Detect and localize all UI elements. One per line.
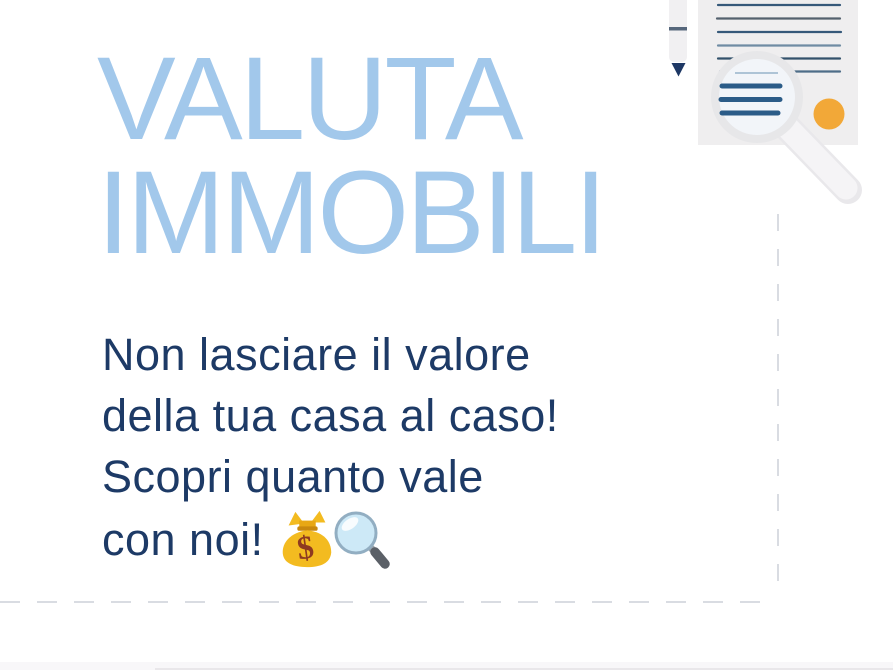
banner-message — [102, 324, 559, 571]
title-line-2: IMMOBILI — [97, 147, 605, 279]
orange-dot — [814, 99, 845, 130]
message-line-1: Non lasciare il valore — [102, 329, 531, 380]
dashed-frame-horizontal — [0, 601, 772, 603]
svg-text:$: $ — [294, 529, 317, 568]
message-line-2: della tua casa al caso! — [102, 390, 559, 441]
title-line-1: VALUTA — [97, 33, 521, 165]
banner-title — [97, 33, 605, 279]
magnifying-glass-emoji — [330, 507, 394, 571]
pencil-icon — [669, 0, 687, 77]
message-line-3: Scopri quanto vale — [102, 451, 484, 502]
message-line-4-text: con noi! — [102, 513, 264, 565]
message-line-4 — [102, 507, 559, 571]
dashed-frame-vertical — [777, 214, 779, 595]
document-review-illustration — [640, 0, 893, 220]
money-bag-emoji — [276, 509, 338, 569]
